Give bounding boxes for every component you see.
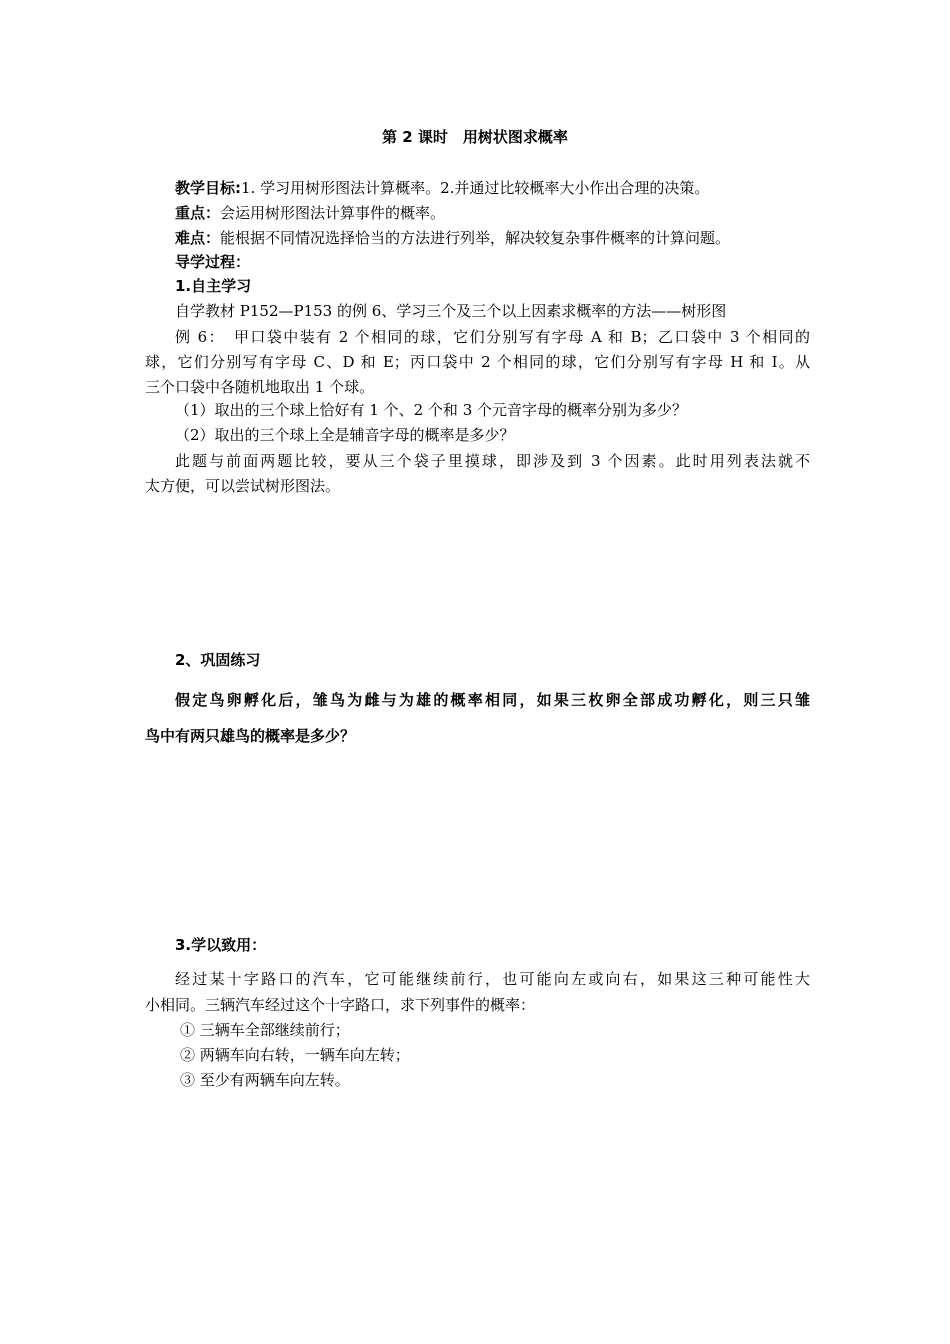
- process-heading: 导学过程：: [175, 253, 251, 271]
- section1-note-line-2: 太方便，可以尝试树形图法。: [145, 477, 341, 495]
- section3-item-1: ① 三辆车全部继续前行；: [180, 1021, 350, 1039]
- objectives-text: 1. 学习用树形图法计算概率。2.并通过比较概率大小作出合理的决策。: [241, 179, 710, 197]
- section3-problem-line-2: 小相同。三辆汽车经过这个十字路口，求下列事件的概率：: [145, 996, 536, 1014]
- section3-problem: [145, 966, 810, 1018]
- example-6-line-2: 球，它们分别写有字母 C、D 和 E；丙口袋中 2 个相同的球，它们分别写有字母 H 和 I。从: [145, 353, 810, 371]
- section1-note: [145, 449, 810, 499]
- objectives-line: [175, 177, 709, 199]
- example-6-paragraph: [145, 325, 810, 400]
- section3-item-2: ② 两辆车向右转，一辆车向左转；: [180, 1046, 410, 1064]
- example-6-line-3: 三个口袋中各随机地取出 1 个球。: [145, 378, 375, 396]
- section2-problem-line-2: 鸟中有两只雄鸟的概率是多少？: [145, 727, 356, 745]
- question-2: （2）取出的三个球上全是辅音字母的概率是多少？: [175, 426, 515, 444]
- section2-heading: 2、巩固练习: [175, 651, 261, 669]
- key-point-label: 重点：: [175, 204, 221, 222]
- difficulty-text: 能根据不同情况选择恰当的方法进行列举，解决较复杂事件概率的计算问题。: [220, 229, 731, 247]
- difficulty-line: [175, 227, 730, 249]
- question-1: （1）取出的三个球上恰好有 1 个、2 个和 3 个元音字母的概率分别为多少？: [175, 401, 688, 419]
- section1-note-line-1: 此题与前面两题比较，要从三个袋子里摸球，即涉及到 3 个因素。此时用列表法就不: [175, 452, 810, 470]
- difficulty-label: 难点：: [175, 229, 221, 247]
- section1-heading: 1.自主学习: [175, 277, 252, 295]
- section2-problem: [145, 682, 810, 754]
- section3-heading: 3.学以致用：: [175, 936, 267, 954]
- objectives-label: 教学目标:: [175, 179, 241, 197]
- key-point-text: 会运用树形图法计算事件的概率。: [220, 204, 446, 222]
- section1-intro: 自学教材 P152—P153 的例 6、学习三个及三个以上因素求概率的方法——树形图: [175, 302, 727, 320]
- section3-problem-line-1: 经过某十字路口的汽车，它可能继续前行，也可能向左或向右，如果这三种可能性大: [175, 970, 810, 988]
- section2-problem-line-1: 假定鸟卵孵化后，雏鸟为雌与为雄的概率相同，如果三枚卵全部成功孵化，则三只雏: [175, 691, 810, 709]
- section3-item-3: ③ 至少有两辆车向左转。: [180, 1071, 350, 1089]
- page-title: 第 2 课时 用树状图求概率: [382, 128, 568, 146]
- example-6-line-1: 例 6： 甲口袋中装有 2 个相同的球，它们分别写有字母 A 和 B；乙口袋中 3 个相同的: [175, 328, 810, 346]
- key-point-line: [175, 202, 445, 224]
